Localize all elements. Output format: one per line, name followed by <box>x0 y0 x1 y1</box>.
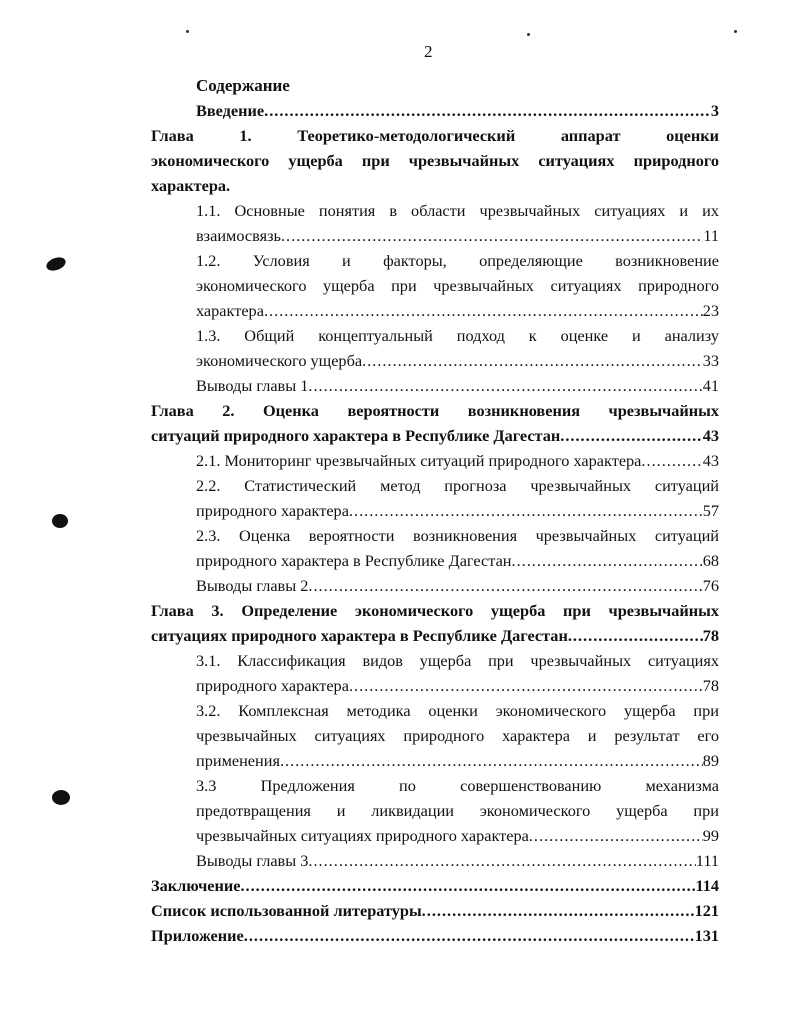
table-of-contents <box>151 73 719 948</box>
section-3-3-end <box>151 823 719 848</box>
entry-label: Введение <box>196 101 265 120</box>
section-3-2-cont: чрезвычайных ситуациях природного характера и результат его <box>196 726 719 745</box>
toc-entry-intro[interactable] <box>151 98 719 123</box>
scan-speck <box>734 30 737 33</box>
entry-label: ситуациях природного характера в Республике Дагестан <box>151 626 568 645</box>
section-1-1[interactable]: 1.1. Основные понятия в области чрезвычайных ситуациях и их <box>196 201 719 220</box>
section-2-2[interactable]: 2.2. Статистический метод прогноза чрезвычайных ситуаций <box>196 476 719 495</box>
section-3-3-cont: предотвращения и ликвидации экономического ущерба при <box>196 801 719 820</box>
entry-label: чрезвычайных ситуациях природного характера <box>196 826 529 845</box>
section-1-2-end <box>151 298 719 323</box>
entry-label: Приложение <box>151 926 244 945</box>
chapter-1-heading-cont: экономического ущерба при чрезвычайных ситуациях природного <box>151 151 719 170</box>
toc-entry-conclusion[interactable] <box>151 873 719 898</box>
entry-label: характера <box>196 301 264 320</box>
section-2-2-end <box>151 498 719 523</box>
punch-hole-smudge <box>52 790 70 805</box>
entry-page: 43 <box>702 451 719 470</box>
entry-label: ситуаций природного характера в Республике Дагестан <box>151 426 561 445</box>
entry-page: 76 <box>702 576 719 595</box>
entry-page: 78 <box>702 676 719 695</box>
section-1-2-cont: экономического ущерба при чрезвычайных ситуациях природного <box>196 276 719 295</box>
entry-label: природного характера <box>196 676 349 695</box>
section-1-3-end <box>151 348 719 373</box>
section-3-2-end <box>151 748 719 773</box>
punch-hole-smudge <box>52 514 68 528</box>
section-2-3[interactable]: 2.3. Оценка вероятности возникновения чрезвычайных ситуаций <box>196 526 719 545</box>
chapter-1-conclusions[interactable] <box>151 373 719 398</box>
section-3-2[interactable]: 3.2. Комплексная методика оценки экономического ущерба при <box>196 701 719 720</box>
section-1-2[interactable]: 1.2. Условия и факторы, определяющие возникновение <box>196 251 719 270</box>
entry-page: 11 <box>703 226 719 245</box>
entry-page: 99 <box>702 826 719 845</box>
entry-label: Список использованной литературы <box>151 901 422 920</box>
entry-page: 114 <box>695 876 719 895</box>
entry-label: взаимосвязь <box>196 226 281 245</box>
scan-speck <box>186 30 189 33</box>
entry-label: природного характера в Республике Дагестан <box>196 551 512 570</box>
toc-entry-appendix[interactable] <box>151 923 719 948</box>
entry-label: применения <box>196 751 280 770</box>
entry-page: 121 <box>694 901 719 920</box>
chapter-2-heading-end <box>151 423 719 448</box>
entry-page: 23 <box>702 301 719 320</box>
entry-page: 3 <box>710 101 719 120</box>
entry-page: 111 <box>695 851 719 870</box>
entry-label: Выводы главы 2 <box>196 576 309 595</box>
chapter-2-heading[interactable]: Глава 2. Оценка вероятности возникновения чрезвычайных <box>151 401 719 420</box>
chapter-2-conclusions[interactable] <box>151 573 719 598</box>
entry-page: 78 <box>702 626 719 645</box>
page-number: 2 <box>424 42 433 61</box>
section-3-3[interactable]: 3.3 Предложения по совершенствованию механизма <box>196 776 719 795</box>
entry-label: экономического ущерба <box>196 351 363 370</box>
chapter-1-heading[interactable]: Глава 1. Теоретико-методологический аппарат оценки <box>151 126 719 145</box>
entry-page: 89 <box>702 751 719 770</box>
chapter-3-conclusions[interactable] <box>151 848 719 873</box>
entry-page: 57 <box>702 501 719 520</box>
entry-page: 41 <box>702 376 719 395</box>
section-2-3-end <box>151 548 719 573</box>
entry-page: 33 <box>702 351 719 370</box>
entry-label: Заключение <box>151 876 241 895</box>
section-1-1-end <box>151 223 719 248</box>
section-3-1[interactable]: 3.1. Классификация видов ущерба при чрезвычайных ситуациях <box>196 651 719 670</box>
chapter-3-heading[interactable]: Глава 3. Определение экономического ущерба при чрезвычайных <box>151 601 719 620</box>
entry-page: 68 <box>702 551 719 570</box>
section-1-3[interactable]: 1.3. Общий концептуальный подход к оценке и анализу <box>196 326 719 345</box>
chapter-3-heading-end <box>151 623 719 648</box>
entry-page: 131 <box>694 926 719 945</box>
scan-speck <box>527 33 530 36</box>
chapter-1-heading-end: характера. <box>151 176 231 195</box>
entry-label: Выводы главы 3 <box>196 851 309 870</box>
entry-label: 2.1. Мониторинг чрезвычайных ситуаций природного характера <box>196 451 642 470</box>
entry-label: Выводы главы 1 <box>196 376 309 395</box>
toc-title: Содержание <box>196 76 290 95</box>
entry-label: природного характера <box>196 501 349 520</box>
toc-entry-references[interactable] <box>151 898 719 923</box>
section-3-1-end <box>151 673 719 698</box>
entry-page: 43 <box>702 426 719 445</box>
punch-hole-smudge <box>45 255 68 273</box>
section-2-1[interactable] <box>151 448 719 473</box>
